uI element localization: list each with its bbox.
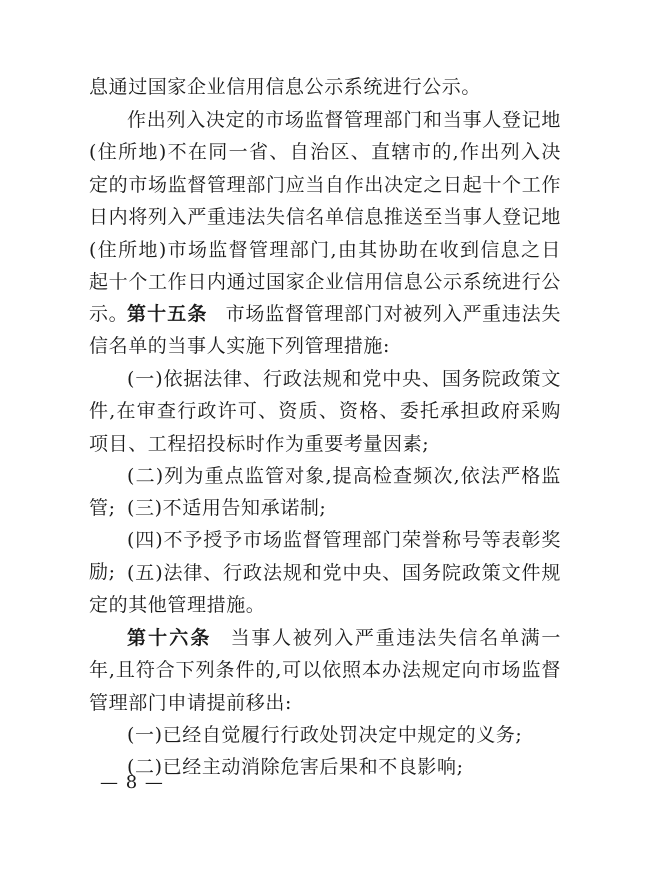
list-item-text: (三)不适用告知承诺制;: [127, 497, 327, 519]
paragraph-text: 当事人被列入严重违法失信名单满一年,且符合下列条件的,可以依照本办法规定向市场监督管理部门申请提前移出:: [89, 627, 561, 714]
measure-item-1: [89, 363, 561, 460]
condition-item-1: [89, 719, 561, 751]
paragraph-text: 息通过国家企业信用信息公示系统进行公示。: [89, 76, 482, 98]
measure-item-3: [89, 492, 561, 524]
article-number: 第十六条: [127, 627, 212, 649]
paragraph-cross-region-publicity: [89, 104, 561, 331]
list-item-text: (一)依据法律、行政法规和党中央、国务院政策文件,在审查行政许可、资质、资格、委托承担政府采购项目、工程招投标时作为重要考量因素;: [89, 368, 561, 455]
paragraph-text: 市场监督管理部门对被列入严重违法失信名单的当事人实施下列管理措施:: [89, 303, 561, 358]
list-item-text: (四)不予授予市场监督管理部门荣誉称号等表彰奖励;: [89, 529, 561, 584]
list-item-text: (一)已经自觉履行行政处罚决定中规定的义务;: [127, 724, 523, 746]
page-number: — 8 —: [100, 772, 164, 793]
article-number: 第十五条: [127, 303, 208, 325]
paragraph-continuation: [89, 71, 561, 103]
measure-item-5: [89, 557, 561, 622]
article-16-intro: [89, 622, 561, 719]
article-15-intro: [89, 298, 561, 363]
paragraph-text: 作出列入决定的市场监督管理部门和当事人登记地(住所地)不在同一省、自治区、直辖市的,作出列入决定的市场监督管理部门应当自作出决定之日起十个工作日内将列入严重违法失信名单信息推送至当事人登记地(住所地)市场监督管理部门,由其协助在收到信息之日起十个工作日内通过国家企业信用信息公示系统进行公示。: [89, 109, 561, 326]
list-item-text: (二)已经主动消除危害后果和不良影响;: [127, 756, 464, 778]
list-item-text: (二)列为重点监管对象,提高检查频次,依法严格监管;: [89, 465, 561, 520]
list-item-text: (五)法律、行政法规和党中央、国务院政策文件规定的其他管理措施。: [89, 562, 561, 617]
